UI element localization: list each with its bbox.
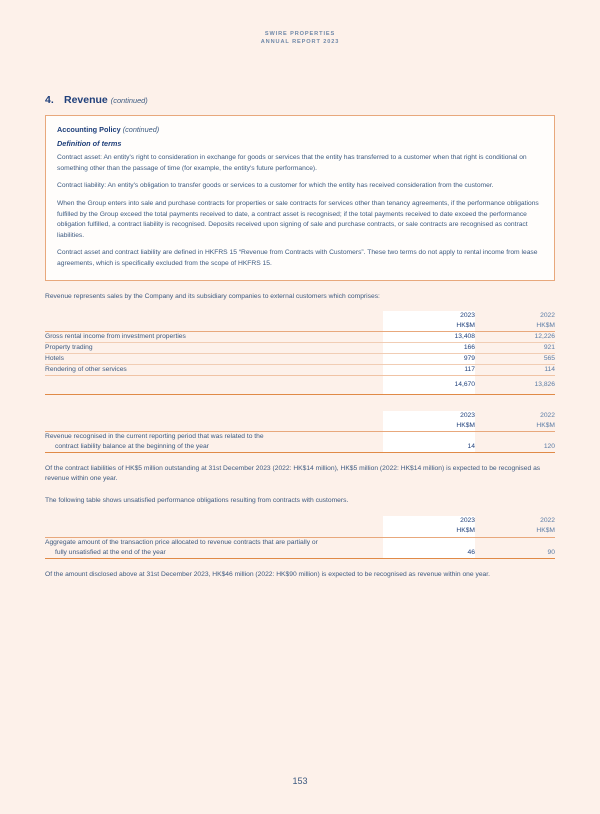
table3-row-label [45,537,383,558]
policy-paragraph-contract-asset: Contract asset: An entity's right to consideration in exchange for goods or services that the entity has transferred to a customer when that right is conditional on something other than the passage of time (for example, the entity's future performance). [57,154,527,172]
amount-disclosed-paragraph: Of the amount disclosed above at 31st December 2023, HK$46 million (2022: HK$90 million) is expected to be recognised as revenue within one year. [45,570,490,578]
table-row [45,365,555,376]
table2-header-label [45,411,383,432]
section-continued-label: (continued) [110,96,148,106]
table2-row-value-2023: 14 [383,431,475,452]
policy-paragraph-hkfrs15: Contract asset and contract liability are defined in HKFRS 15 “Revenue from Contracts with Customers”. These two terms do not apply to rental income from lease agreements, which is specifically excluded from the scope of HKFRS 15. [57,249,538,267]
table-header-row [45,411,555,432]
table1-total-label [45,376,383,394]
table1-total-row [45,376,555,394]
table-row [45,354,555,365]
table1-total-value-2022: 13,826 [475,376,555,394]
table1-header-2023-unit: HK$M [456,322,475,330]
table1-row0-value-2022: 12,226 [475,332,555,343]
running-header-line1: SWIRE PROPERTIES [264,31,336,37]
table3-row-value-2023: 46 [383,537,475,558]
table1-row2-value-2022: 565 [475,354,555,365]
table1-header-2022-year: 2022 [540,312,555,319]
table2-header-2023 [383,411,475,432]
table1-row3-value-2022: 114 [544,366,555,374]
table1-header-2023-year: 2023 [460,312,475,319]
table2-row-value-2022: 120 [475,431,555,452]
table1-header-2022 [475,311,555,332]
table3-header-2023-year: 2023 [460,517,475,525]
definition-of-terms-subtitle: Definition of terms [57,139,122,149]
table1-row1-value-2022: 921 [475,343,555,354]
table2-row-label [45,431,383,452]
table1-row3-label: Rendering of other services [45,366,127,374]
revenue-breakdown-table [45,311,555,395]
table3-header-2022-unit: HK$M [536,527,555,535]
table1-total-value-2023: 14,670 [383,376,475,394]
accounting-policy-title [57,125,543,134]
section-number: 4. [45,94,54,107]
table3-row-value-2022: 90 [475,537,555,558]
table3-header-2022-year: 2022 [540,517,555,525]
table-header-row [45,311,555,332]
table2-header-2023-unit: HK$M [456,421,475,429]
section-title-text: Revenue [64,94,108,107]
table3-header-label [45,516,383,537]
table2-row-label-line2: contract liability balance at the beginning of the year [55,442,209,450]
table3-header-2023 [383,516,475,537]
table1-header-label [45,311,383,332]
table1-row0-value-2023: 13,408 [383,332,475,343]
table-row [45,343,555,354]
table-header-row [45,516,555,537]
table2-header-2022-unit: HK$M [536,421,555,429]
accounting-policy-box [45,115,555,281]
unsatisfied-obligations-table [45,516,555,558]
running-header-line2: ANNUAL REPORT 2023 [260,39,340,46]
table1-row1-value-2023: 166 [383,343,475,354]
table1-header-2023 [383,311,475,332]
contract-liability-revenue-table [45,411,555,453]
table1-row2-label: Hotels [45,354,383,365]
unsatisfied-obligations-intro: The following table shows unsatisfied performance obligations resulting from contracts with customers. [45,496,349,504]
revenue-intro-paragraph: Revenue represents sales by the Company and its subsidiary companies to external customers which comprises: [45,293,380,301]
table-row [45,431,555,452]
table2-header-2023-year: 2023 [460,411,475,419]
table-row [45,537,555,558]
policy-paragraph-group-contracts: When the Group enters into sale and purchase contracts for properties or sale contracts for services other than tenancy agreements, if the performance obligations fulfilled by the Group exceed the total payments received to date, a contract asset is recognised; if the total payments received to date exceed the performance obligation fulfilled, a contract liability is recognised. Deposits received upon signing of sale and purchase contracts, or sale contracts are recognised as contract liabilities. [57,199,539,239]
table3-header-2023-unit: HK$M [456,527,475,535]
table2-header-2022-year: 2022 [540,411,555,419]
section-heading [45,94,555,106]
table1-header-2022-unit: HK$M [536,322,555,330]
running-header [45,0,555,46]
table2-header-2022 [475,411,555,432]
accounting-policy-title-text: Accounting Policy [57,125,121,135]
table3-row-label-line2: fully unsatisfied at the end of the year [55,548,166,556]
table1-row1-label: Property trading [45,343,383,354]
table-row [45,332,555,343]
table2-row-label-line1: Revenue recognised in the current reporting period that was related to the [45,432,264,440]
page-number: 153 [292,776,308,786]
table1-row2-value-2023: 979 [383,354,475,365]
table1-row3-value-2023: 117 [383,365,475,376]
contract-liabilities-paragraph: Of the contract liabilities of HK$5 million outstanding at 31st December 2023 (2022: HK$14 million), HK$5 million (2022: HK$14 million) is expected to be recognised as revenue within one year. [45,464,541,483]
accounting-policy-continued-label: (continued) [122,125,160,135]
table1-row0-label: Gross rental income from investment properties [45,332,383,343]
table3-header-2022 [475,516,555,537]
table3-row-label-line1: Aggregate amount of the transaction price allocated to revenue contracts that are partially or [45,538,318,546]
policy-paragraph-contract-liability: Contract liability: An entity's obligation to transfer goods or services to a customer for which the entity has received consideration from the customer. [57,182,494,190]
